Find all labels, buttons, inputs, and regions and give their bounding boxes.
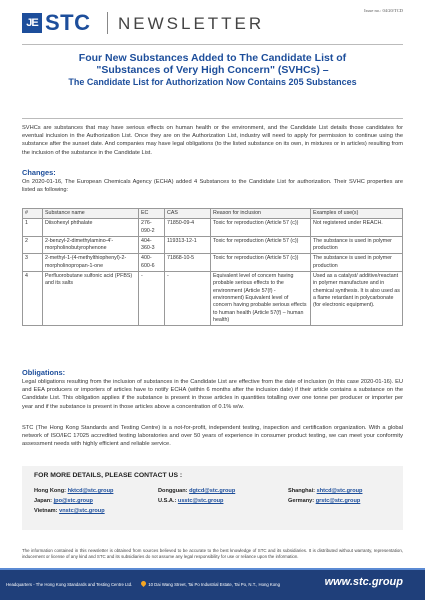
contact-hong-kong [34,488,113,494]
cell-cas: - [165,272,211,326]
header-divider [107,12,108,34]
contact-label: U.S.A.: [158,498,177,504]
table-row [23,219,403,237]
footer-bar [0,568,425,600]
cell-ec: 404-360-3 [139,236,165,254]
intro-paragraph: SVHCs are substances that may have serious effects on human health or the environment, and the Candidate List details those candidates for eventual inclusion in the Authorization List. Once they are on the Authorization List, industry will need to apply for permission to continue using the substance after the sunset date. And companies may have legal obligations (to the listed substance on its own, in mixtures or in articles) resulting from the inclusion of the substance in the Candidate List. [22,125,403,156]
cell-ec: 276-090-2 [139,219,165,237]
contact-vietnam [34,508,105,514]
contact-label: Hong Kong: [34,488,66,494]
email-link-vietnam[interactable]: vnstc@stc.group [59,508,105,514]
cell-substance: Diisohexyl phthalate [43,219,139,237]
header-rule [22,44,403,45]
cell-uses: The substance is used in polymer production [311,236,403,254]
svhc-table [22,208,403,326]
cell-uses: The substance is used in polymer production [311,254,403,272]
article-title-line1: Four New Substances Added to The Candidate List of [78,52,347,64]
cell-substance: Perfluorobutane sulfonic acid (PFBS) and its salts [43,272,139,326]
article-subtitle: The Candidate List for Authorization Now Contains 205 Substances [68,77,357,87]
newsletter-title: NEWSLETTER [118,14,265,33]
logo-text: STC [45,10,91,35]
email-link-hong-kong[interactable]: hktcd@stc.group [67,488,114,494]
email-link-shanghai[interactable]: shtcd@stc.group [316,488,363,494]
footer-accent-strip [0,568,425,570]
obligations-heading: Obligations: [22,368,66,377]
changes-paragraph: On 2020-01-16, The European Chemicals Agency (ECHA) added 4 Substances to the Candidate List for authorization. Their SVHC properties are listed as following: [22,179,403,194]
cell-cas: 71850-09-4 [165,219,211,237]
about-stc-paragraph: STC (The Hong Kong Standards and Testing Centre) is a not-for-profit, independent testing, inspection and certification organization. With a global network of ISO/IEC 17025 accredited testing laboratories and over 50 years of experience in consumer product testing, we can meet your conformity assessment needs with highly efficient and reliable service. [22,425,403,448]
email-link-dongguan[interactable]: dgtcd@stc.group [189,488,236,494]
footer-headquarters [6,581,280,588]
cell-ec: - [139,272,165,326]
col-header-ec: EC [139,209,165,219]
contact-label: Vietnam: [34,508,58,514]
email-link-germany[interactable]: grstc@stc.group [315,498,361,504]
col-header-substance: Substance name [43,209,139,219]
logo-mark: JE [22,13,42,33]
cell-number: 4 [23,272,43,326]
table-row [23,272,403,326]
contact-shanghai [288,488,362,494]
cell-cas: 119313-12-1 [165,236,211,254]
obligations-paragraph: Legal obligations resulting from the inclusion of substances in the Candidate List are effective from the date of inclusion (in this case 2020-01-16). EU and EEA producers or importers of articles have to notify ECHA (within 6 months after the inclusion date) if their article contains a substance on the Candidate List. This obligation applies if the substance is present in those articles in quantities totalling over one tonne per producer or importer per year and if the substance is present in those articles above a concentration of 0.1% w/w. [22,379,403,410]
cell-reason: Toxic for reproduction (Article 57 (c)) [211,236,311,254]
contact-label: Shanghai: [288,488,316,494]
contact-germany [288,498,360,504]
col-header-cas: CAS [165,209,211,219]
cell-reason: Toxic for reproduction (Article 57 (c)) [211,254,311,272]
cell-ec: 400-600-6 [139,254,165,272]
col-header-number: # [23,209,43,219]
title-rule [22,118,403,119]
cell-number: 2 [23,236,43,254]
cell-uses: Not registered under REACH. [311,219,403,237]
email-link-japan[interactable]: jpo@stc.group [53,498,93,504]
stc-logo [22,12,91,34]
article-title-block [22,52,403,88]
contact-usa [158,498,223,504]
location-pin-icon [140,581,146,588]
cell-substance: 2-methyl-1-(4-methylthiophenyl)-2-morpholinopropan-1-one [43,254,139,272]
cell-uses: Used as a catalyst/ additive/reactant in polymer manufacture and in chemical synthesis. It is also used as a flame retardant in polycarbonate (for electronic equipment). [311,272,403,326]
contact-label: Dongguan: [158,488,188,494]
cell-reason: Equivalent level of concern having probable serious effects to the environment (Article 57(f) - environment) Equivalent level of concern having probable serious effects to human health (Article 57(f) – human health) [211,272,311,326]
cell-number: 1 [23,219,43,237]
cell-number: 3 [23,254,43,272]
table-header-row [23,209,403,219]
disclaimer: The information contained in this newsletter is obtained from sources believed to be accurate to the best knowledge of STC and its subsidiaries. It is distributed without warranty, representation, inducement or license of any kind and STC and its subsidiaries do not assume any legal responsibility for use or reliance upon the information. [22,548,403,559]
issue-number: Issue no.: 04/20/TCD [364,8,403,13]
cell-substance: 2-benzyl-2-dimethylamino-4'-morpholinobutyrophenone [43,236,139,254]
article-title-line2: "Substances of Very High Concern" (SVHCs) – [96,64,329,76]
email-link-usa[interactable]: usstc@stc.group [177,498,224,504]
contact-dongguan [158,488,235,494]
changes-heading: Changes: [22,168,56,177]
contact-heading: FOR MORE DETAILS, PLEASE CONTACT US : [34,472,183,479]
newsletter-header [0,0,425,44]
col-header-uses: Examples of use(s) [311,209,403,219]
table-row [23,254,403,272]
contact-label: Japan: [34,498,53,504]
website-link[interactable]: www.stc.group [324,576,403,588]
hq-label: Headquarters - The Hong Kong Standards and Testing Centre Ltd. [6,582,133,587]
col-header-reason: Reason for inclusion [211,209,311,219]
contact-box [22,466,403,530]
hq-address: 10 Dai Wang Street, Tai Po Industrial Estate, Tai Po, N.T., Hong Kong [148,582,280,587]
cell-reason: Toxic for reproduction (Article 57 (c)) [211,219,311,237]
contact-label: Germany: [288,498,315,504]
contact-japan [34,498,93,504]
cell-cas: 71868-10-5 [165,254,211,272]
table-row [23,236,403,254]
